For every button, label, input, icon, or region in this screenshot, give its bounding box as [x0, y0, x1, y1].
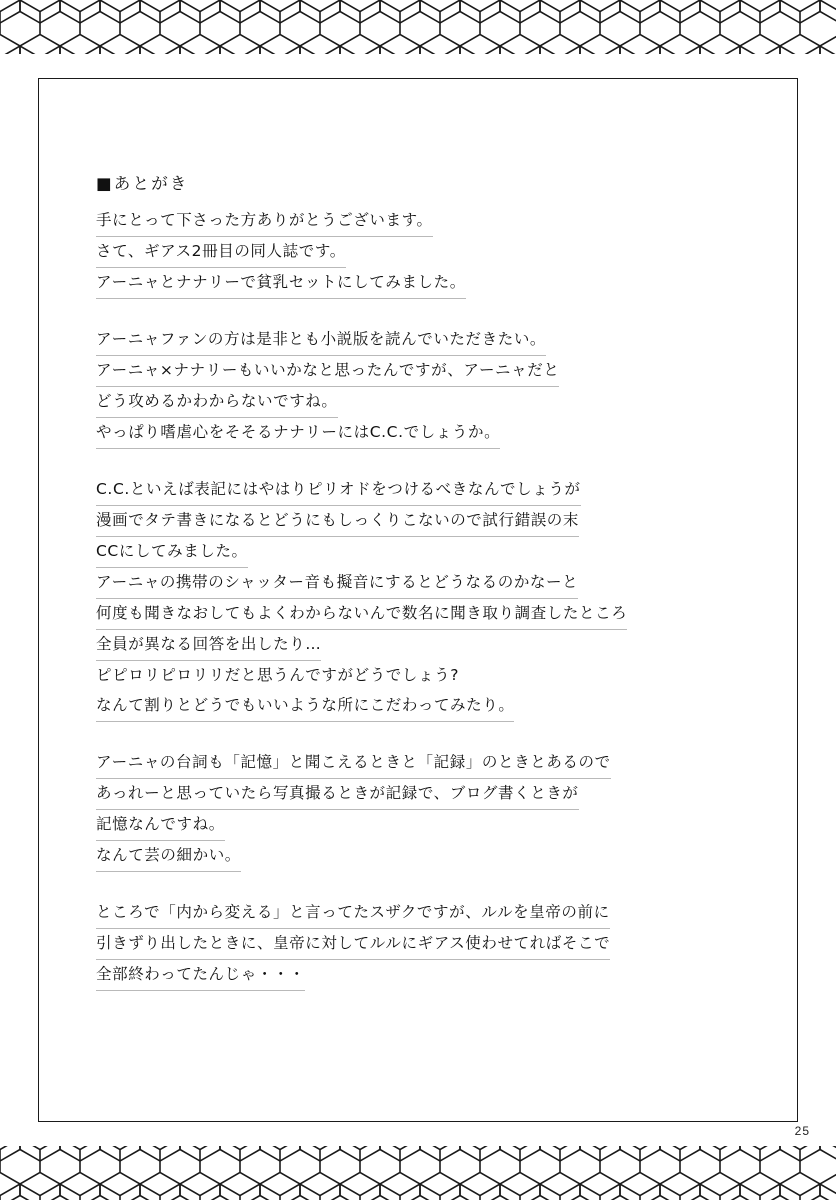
- afterword-section: [96, 170, 776, 991]
- paragraph-intro: [96, 206, 776, 299]
- paragraph-cc-notation: [96, 475, 776, 722]
- honeycomb-band-bottom: [0, 1138, 836, 1200]
- text-line: アーニャの携帯のシャッター音も擬音にするとどうなるのかなーと: [96, 568, 578, 599]
- text-line: なんて芸の細かい。: [96, 841, 241, 872]
- page-number: 25: [794, 1124, 810, 1138]
- text-line: C.C.といえば表記にはやはりピリオドをつけるべきなんでしょうが: [96, 475, 581, 506]
- text-line: やっぱり嗜虐心をそそるナナリーにはC.C.でしょうか。: [96, 418, 500, 449]
- text-line: ところで「内から変える」と言ってたスザクですが、ルルを皇帝の前に: [96, 898, 610, 929]
- text-line: CCにしてみました。: [96, 537, 248, 568]
- paragraph-suzaku: [96, 898, 776, 991]
- text-line: 何度も聞きなおしてもよくわからないんで数名に聞き取り調査したところ: [96, 599, 627, 630]
- text-line: 漫画でタテ書きになるとどうにもしっくりこないので試行錯誤の末: [96, 506, 579, 537]
- honeycomb-band-top: [0, 0, 836, 62]
- text-line: 引きずり出したときに、皇帝に対してルルにギアス使わせてればそこで: [96, 929, 610, 960]
- text-line: アーニャ×ナナリーもいいかなと思ったんですが、アーニャだと: [96, 356, 559, 387]
- paragraph-memory: [96, 748, 776, 872]
- text-line: 全員が異なる回答を出したり…: [96, 630, 321, 661]
- text-line: あっれーと思っていたら写真撮るときが記録で、ブログ書くときが: [96, 779, 579, 810]
- text-line: さて、ギアス2冊目の同人誌です。: [96, 237, 346, 268]
- text-line: 記憶なんですね。: [96, 810, 225, 841]
- paragraph-fans: [96, 325, 776, 449]
- text-line: 手にとって下さった方ありがとうございます。: [96, 206, 433, 237]
- text-line: アーニャファンの方は是非とも小説版を読んでいただきたい。: [96, 325, 546, 356]
- text-line: ピピロリピロリリだと思うんですがどうでしょう?: [96, 666, 460, 684]
- text-line: アーニャとナナリーで貧乳セットにしてみました。: [96, 268, 466, 299]
- text-line: 全部終わってたんじゃ・・・: [96, 960, 305, 991]
- text-line: どう攻めるかわからないですね。: [96, 387, 338, 418]
- afterword-heading: ■あとがき: [96, 174, 189, 193]
- text-line: なんて割りとどうでもいいような所にこだわってみたり。: [96, 691, 514, 722]
- text-line: アーニャの台詞も「記憶」と聞こえるときと「記録」のときとあるので: [96, 748, 611, 779]
